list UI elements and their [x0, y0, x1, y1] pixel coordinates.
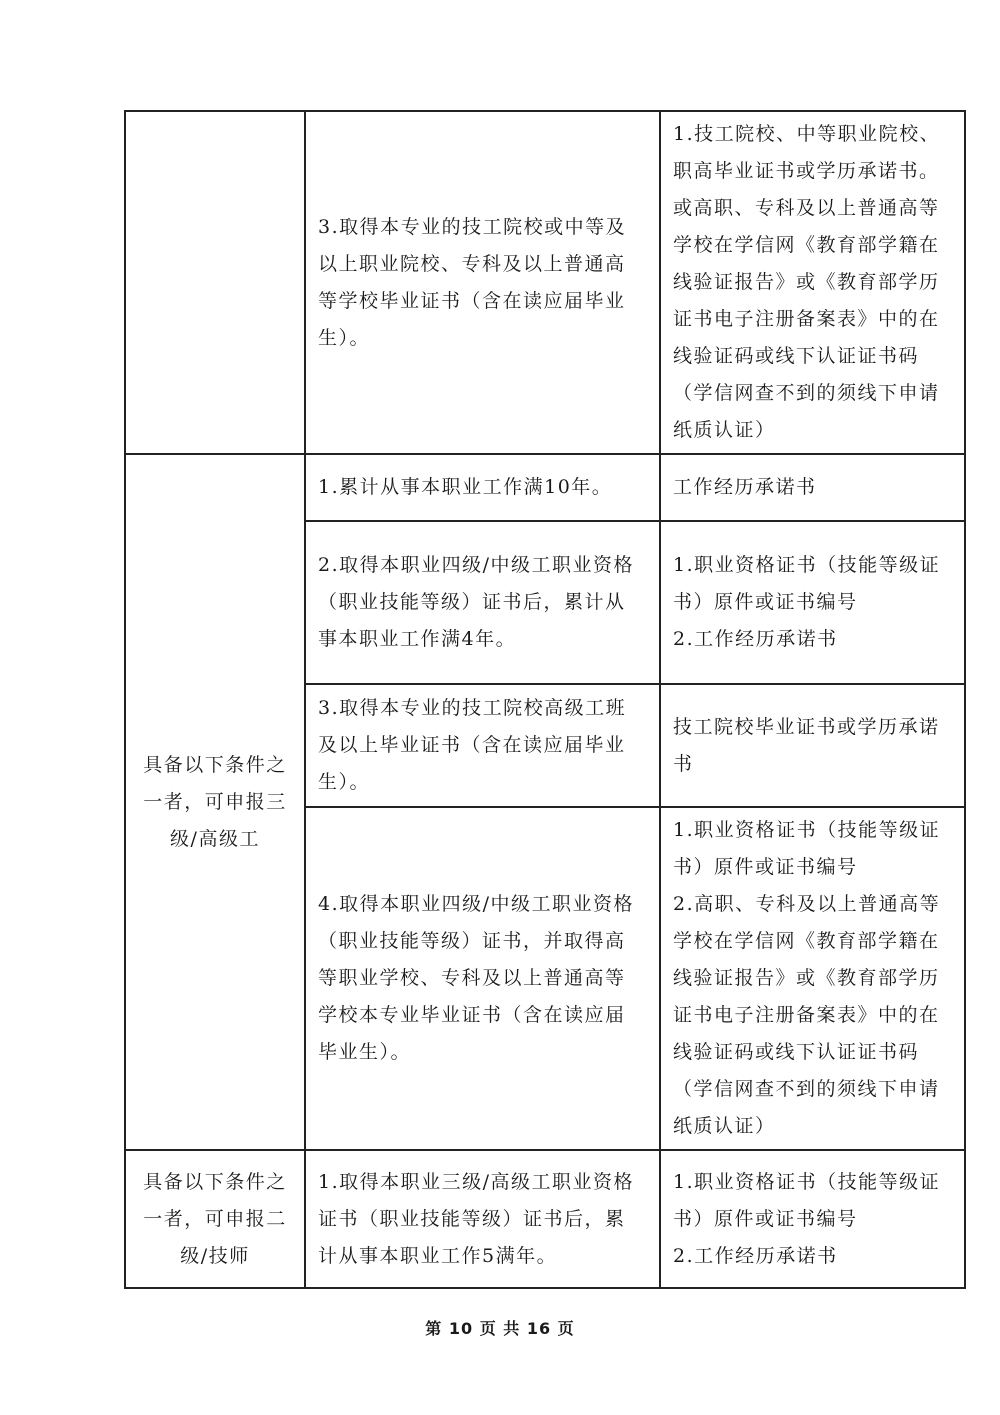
level-cell: 具备以下条件之一者，可申报二级/技师	[125, 1150, 305, 1288]
materials-cell	[660, 1150, 965, 1288]
condition-cell: 3.取得本专业的技工院校或中等及以上职业院校、专科及以上普通高等学校毕业证书（含在读应届毕业生）。	[305, 111, 660, 454]
condition-cell: 2.取得本职业四级/中级工职业资格（职业技能等级）证书后，累计从事本职业工作满4年。	[305, 521, 660, 684]
condition-cell: 1.累计从事本职业工作满10年。	[305, 454, 660, 521]
material-item: 2.高职、专科及以上普通高等学校在学信网《教育部学籍在线验证报告》或《教育部学历证书电子注册备案表》中的在线验证码或线下认证证书码（学信网查不到的须线下申请纸质认证）	[673, 893, 941, 1137]
requirements-table-body	[125, 111, 965, 1288]
materials-cell	[660, 807, 965, 1150]
page-number-footer: 第 10 页 共 16 页	[425, 1319, 575, 1338]
materials-cell	[660, 684, 965, 807]
requirements-table	[124, 110, 966, 1289]
material-item: 2.工作经历承诺书	[673, 628, 838, 650]
material-item: 1.职业资格证书（技能等级证书）原件或证书编号	[673, 1170, 941, 1230]
table-row	[125, 111, 965, 454]
condition-cell: 1.取得本职业三级/高级工职业资格证书（职业技能等级）证书后，累计从事本职业工作5满年。	[305, 1150, 660, 1288]
materials-cell	[660, 521, 965, 684]
materials-cell	[660, 111, 965, 454]
materials-cell	[660, 454, 965, 521]
material-item: 技工院校毕业证书或学历承诺书	[673, 715, 940, 775]
material-item: 工作经历承诺书	[673, 476, 817, 498]
material-item: 2.工作经历承诺书	[673, 1244, 838, 1267]
material-item: 1.职业资格证书（技能等级证书）原件或证书编号	[673, 554, 941, 613]
condition-cell: 3.取得本专业的技工院校高级工班及以上毕业证书（含在读应届毕业生）。	[305, 684, 660, 807]
level-cell	[125, 111, 305, 454]
material-item: 1.职业资格证书（技能等级证书）原件或证书编号	[673, 819, 941, 878]
condition-cell: 4.取得本职业四级/中级工职业资格（职业技能等级）证书，并取得高等职业学校、专科及以上普通高等学校本专业毕业证书（含在读应届毕业生）。	[305, 807, 660, 1150]
level-cell: 具备以下条件之一者，可申报三级/高级工	[125, 454, 305, 1150]
material-item: 1.技工院校、中等职业院校、职高毕业证书或学历承诺书。或高职、专科及以上普通高等学校在学信网《教育部学籍在线验证报告》或《教育部学历证书电子注册备案表》中的在线验证码或线下认证证书码（学信网查不到的须线下申请纸质认证）	[673, 123, 941, 441]
table-row	[125, 454, 965, 521]
table-row	[125, 1150, 965, 1288]
